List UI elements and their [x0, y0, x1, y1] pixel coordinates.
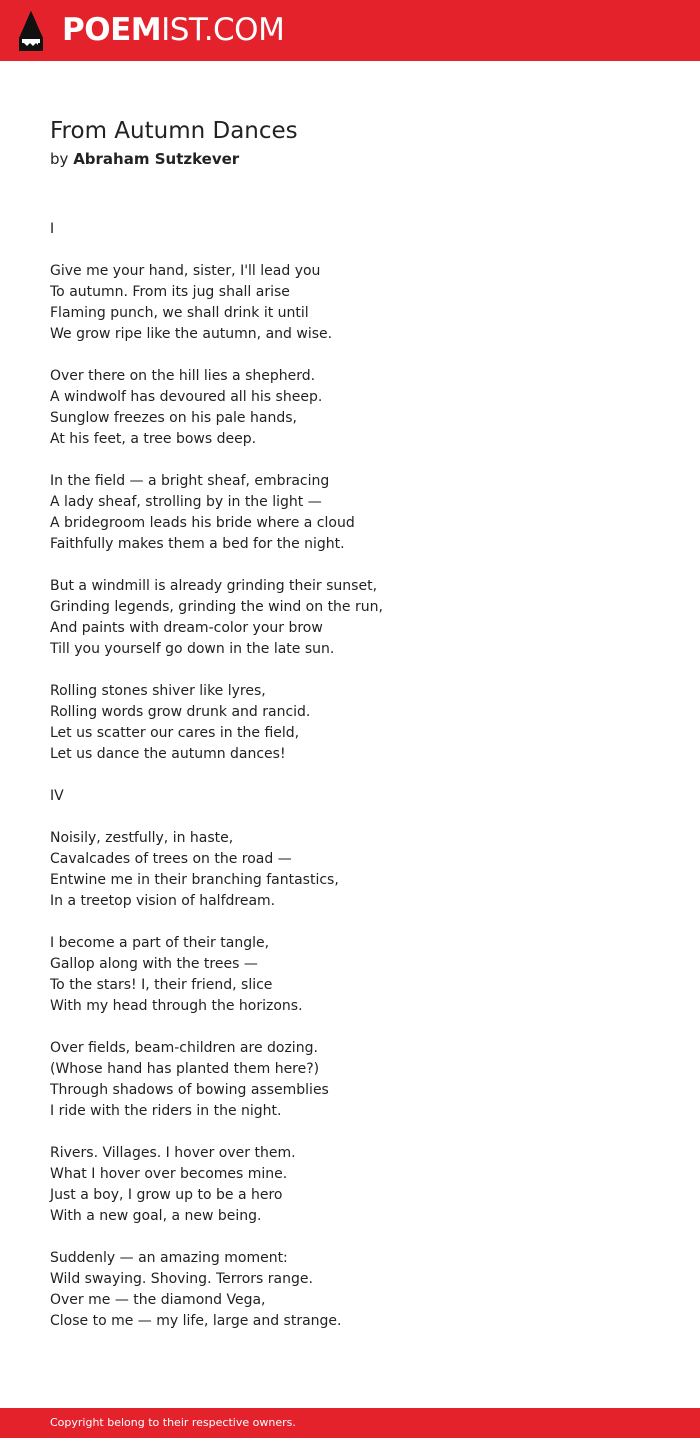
- poem-line: I: [50, 221, 55, 237]
- poem-line: Rivers. Villages. I hover over them.: [50, 1145, 296, 1161]
- site-footer: [0, 1408, 700, 1438]
- poem-line: I become a part of their tangle,: [50, 935, 270, 951]
- stanza-break: [50, 240, 670, 261]
- poem-line: At his feet, a tree bows deep.: [50, 431, 257, 447]
- poem-author: Abraham Sutzkever: [73, 150, 240, 168]
- poem-line: In the field — a bright sheaf, embracing: [50, 473, 330, 489]
- poem-line: Sunglow freezes on his pale hands,: [50, 410, 297, 426]
- poem-body: [50, 219, 670, 1332]
- poem-line: Close to me — my life, large and strange.: [50, 1313, 342, 1329]
- poem-line: And paints with dream-color your brow: [50, 620, 323, 636]
- poem-line: A lady sheaf, strolling by in the light —: [50, 494, 322, 510]
- stanza-break: [50, 1122, 670, 1143]
- stanza-break: [50, 450, 670, 471]
- poem-line: Let us scatter our cares in the field,: [50, 725, 300, 741]
- poem-line: Just a boy, I grow up to be a hero: [50, 1187, 283, 1203]
- poem-line: A windwolf has devoured all his sheep.: [50, 389, 323, 405]
- poem-line: With my head through the horizons.: [50, 998, 303, 1014]
- stanza-break: [50, 765, 670, 786]
- poem-line: Rolling stones shiver like lyres,: [50, 683, 266, 699]
- poem-line: What I hover over becomes mine.: [50, 1166, 288, 1182]
- poem-line: Faithfully makes them a bed for the night.: [50, 536, 345, 552]
- poem-line: To the stars! I, their friend, slice: [50, 977, 273, 993]
- stanza-break: [50, 660, 670, 681]
- poem-title: From Autumn Dances: [50, 118, 298, 144]
- pencil-tip-icon[interactable]: [18, 10, 44, 52]
- stanza-break: [50, 1227, 670, 1248]
- stanza-break: [50, 912, 670, 933]
- poem-line: Gallop along with the trees —: [50, 956, 258, 972]
- poem-line: IV: [50, 788, 64, 804]
- logo-light-text: IST.COM: [161, 12, 285, 48]
- copyright-text: Copyright belong to their respective owners.: [50, 1416, 296, 1429]
- stanza-break: [50, 555, 670, 576]
- by-label: by: [50, 150, 69, 168]
- logo-bold-text: POEM: [62, 12, 162, 48]
- poem-line: Noisily, zestfully, in haste,: [50, 830, 234, 846]
- poem-line: Through shadows of bowing assemblies: [50, 1082, 329, 1098]
- poem-line: But a windmill is already grinding their sunset,: [50, 578, 378, 594]
- poem-line: In a treetop vision of halfdream.: [50, 893, 276, 909]
- poem-line: With a new goal, a new being.: [50, 1208, 262, 1224]
- poem-line: I ride with the riders in the night.: [50, 1103, 282, 1119]
- poem-line: Let us dance the autumn dances!: [50, 746, 286, 762]
- poem-line: Entwine me in their branching fantastics,: [50, 872, 339, 888]
- poem-line: (Whose hand has planted them here?): [50, 1061, 320, 1077]
- stanza-break: [50, 1017, 670, 1038]
- site-logo[interactable]: [62, 12, 284, 48]
- poem-line: Over me — the diamond Vega,: [50, 1292, 266, 1308]
- stanza-break: [50, 345, 670, 366]
- poem-line: Till you yourself go down in the late sun.: [50, 641, 335, 657]
- poem-line: Grinding legends, grinding the wind on the run,: [50, 599, 383, 615]
- poem-line: To autumn. From its jug shall arise: [50, 284, 290, 300]
- poem-line: We grow ripe like the autumn, and wise.: [50, 326, 333, 342]
- poem-line: Wild swaying. Shoving. Terrors range.: [50, 1271, 313, 1287]
- poem-line: Give me your hand, sister, I'll lead you: [50, 263, 321, 279]
- stanza-break: [50, 807, 670, 828]
- poem-byline: [50, 148, 239, 170]
- site-header: [0, 0, 700, 61]
- poem-line: A bridegroom leads his bride where a cloud: [50, 515, 355, 531]
- poem-line: Suddenly — an amazing moment:: [50, 1250, 288, 1266]
- poem-line: Flaming punch, we shall drink it until: [50, 305, 309, 321]
- poem-line: Over fields, beam-children are dozing.: [50, 1040, 318, 1056]
- poem-line: Rolling words grow drunk and rancid.: [50, 704, 311, 720]
- poem-line: Over there on the hill lies a shepherd.: [50, 368, 316, 384]
- poem-line: Cavalcades of trees on the road —: [50, 851, 292, 867]
